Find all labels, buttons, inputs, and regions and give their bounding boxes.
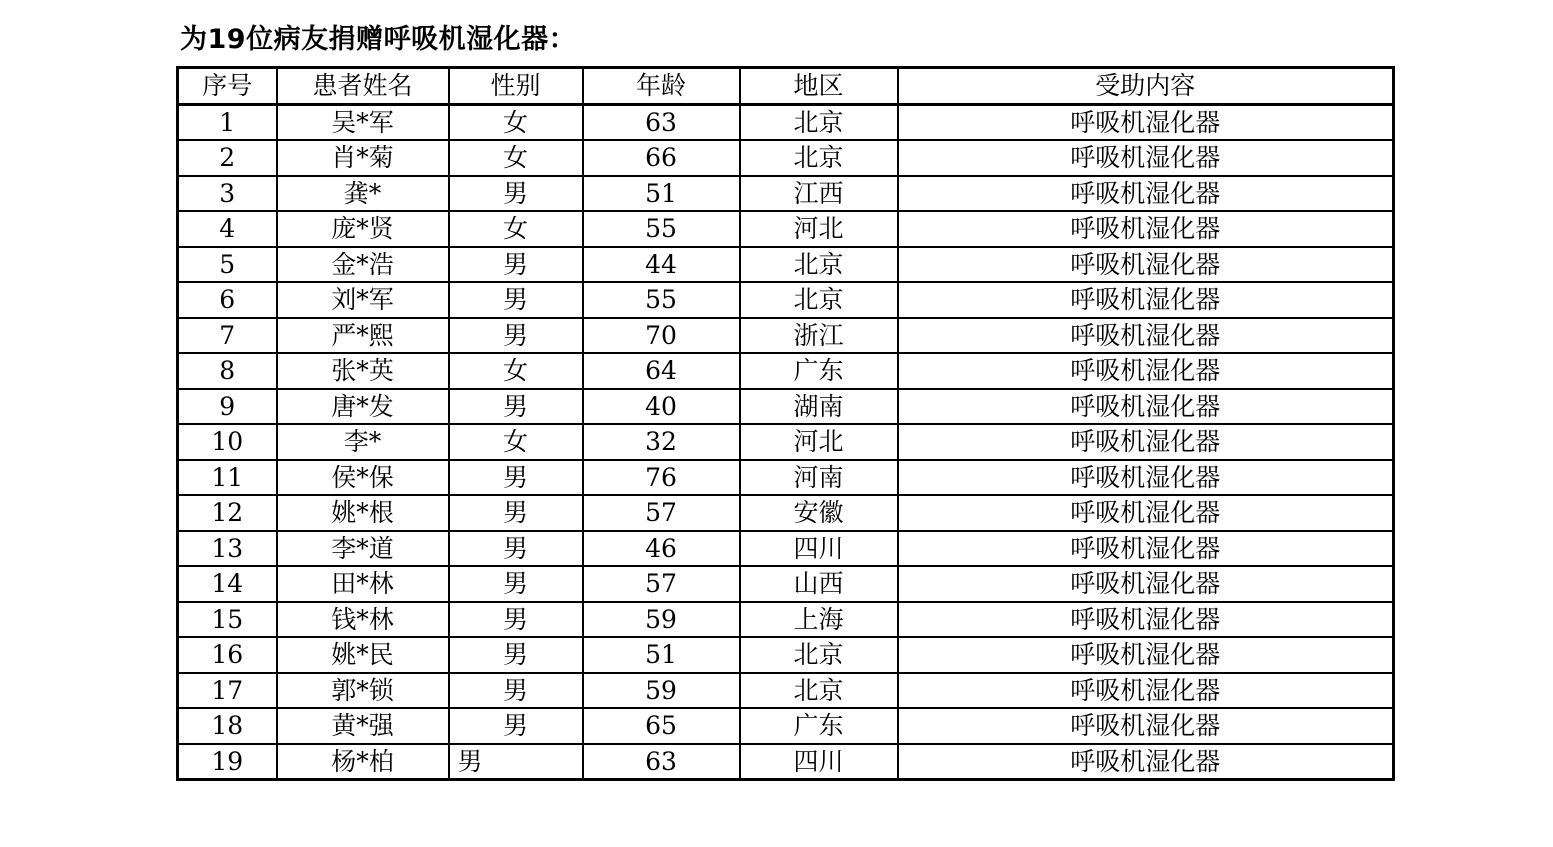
- cell-age: 63: [583, 744, 740, 780]
- cell-name: 黄*强: [277, 708, 449, 744]
- cell-region: 安徽: [740, 495, 898, 531]
- table-row: [178, 637, 1394, 673]
- cell-region: 广东: [740, 708, 898, 744]
- cell-content: 呼吸机湿化器: [898, 460, 1394, 496]
- cell-region: 北京: [740, 104, 898, 140]
- cell-index: 2: [178, 140, 277, 176]
- header-cell-age: 年龄: [583, 68, 740, 105]
- cell-content: 呼吸机湿化器: [898, 531, 1394, 567]
- cell-content: 呼吸机湿化器: [898, 247, 1394, 283]
- cell-content: 呼吸机湿化器: [898, 602, 1394, 638]
- cell-gender: 女: [449, 211, 583, 247]
- cell-content: 呼吸机湿化器: [898, 637, 1394, 673]
- cell-name: 姚*根: [277, 495, 449, 531]
- table-row: [178, 602, 1394, 638]
- cell-content: 呼吸机湿化器: [898, 176, 1394, 212]
- cell-region: 上海: [740, 602, 898, 638]
- cell-name: 杨*柏: [277, 744, 449, 780]
- cell-name: 侯*保: [277, 460, 449, 496]
- cell-index: 19: [178, 744, 277, 780]
- cell-age: 46: [583, 531, 740, 567]
- header-cell-name: 患者姓名: [277, 68, 449, 105]
- cell-name: 龚*: [277, 176, 449, 212]
- cell-age: 59: [583, 602, 740, 638]
- cell-content: 呼吸机湿化器: [898, 495, 1394, 531]
- cell-index: 5: [178, 247, 277, 283]
- cell-name: 刘*军: [277, 282, 449, 318]
- cell-name: 庞*贤: [277, 211, 449, 247]
- header-cell-gender: 性别: [449, 68, 583, 105]
- cell-index: 4: [178, 211, 277, 247]
- cell-region: 北京: [740, 637, 898, 673]
- cell-age: 70: [583, 318, 740, 354]
- cell-content: 呼吸机湿化器: [898, 353, 1394, 389]
- table-row: [178, 247, 1394, 283]
- cell-index: 3: [178, 176, 277, 212]
- cell-region: 江西: [740, 176, 898, 212]
- cell-gender: 男: [449, 602, 583, 638]
- cell-region: 河北: [740, 211, 898, 247]
- table-row: [178, 566, 1394, 602]
- cell-gender: 男: [449, 744, 583, 780]
- cell-gender: 男: [449, 531, 583, 567]
- cell-region: 浙江: [740, 318, 898, 354]
- cell-region: 湖南: [740, 389, 898, 425]
- cell-gender: 男: [449, 176, 583, 212]
- cell-content: 呼吸机湿化器: [898, 566, 1394, 602]
- cell-age: 32: [583, 424, 740, 460]
- page-title: 为19位病友捐赠呼吸机湿化器：: [180, 24, 577, 55]
- table-row: [178, 424, 1394, 460]
- cell-index: 13: [178, 531, 277, 567]
- cell-content: 呼吸机湿化器: [898, 424, 1394, 460]
- cell-age: 44: [583, 247, 740, 283]
- cell-index: 17: [178, 673, 277, 709]
- cell-name: 李*: [277, 424, 449, 460]
- cell-age: 76: [583, 460, 740, 496]
- donation-table: [176, 66, 1395, 781]
- cell-index: 12: [178, 495, 277, 531]
- cell-index: 14: [178, 566, 277, 602]
- table-row: [178, 104, 1394, 140]
- table-row: [178, 744, 1394, 780]
- cell-name: 李*道: [277, 531, 449, 567]
- cell-content: 呼吸机湿化器: [898, 744, 1394, 780]
- cell-age: 66: [583, 140, 740, 176]
- table-row: [178, 353, 1394, 389]
- cell-gender: 男: [449, 637, 583, 673]
- table-row: [178, 531, 1394, 567]
- table-body: [178, 104, 1394, 780]
- table-row: [178, 140, 1394, 176]
- cell-content: 呼吸机湿化器: [898, 140, 1394, 176]
- cell-index: 15: [178, 602, 277, 638]
- cell-content: 呼吸机湿化器: [898, 211, 1394, 247]
- header-cell-region: 地区: [740, 68, 898, 105]
- cell-gender: 男: [449, 282, 583, 318]
- cell-name: 郭*锁: [277, 673, 449, 709]
- table-row: [178, 495, 1394, 531]
- cell-region: 山西: [740, 566, 898, 602]
- cell-age: 55: [583, 211, 740, 247]
- table-row: [178, 211, 1394, 247]
- cell-gender: 女: [449, 353, 583, 389]
- cell-index: 11: [178, 460, 277, 496]
- cell-age: 63: [583, 104, 740, 140]
- table-row: [178, 673, 1394, 709]
- cell-age: 51: [583, 176, 740, 212]
- cell-gender: 女: [449, 424, 583, 460]
- cell-gender: 男: [449, 673, 583, 709]
- cell-gender: 男: [449, 708, 583, 744]
- cell-index: 8: [178, 353, 277, 389]
- cell-age: 59: [583, 673, 740, 709]
- cell-index: 9: [178, 389, 277, 425]
- cell-name: 唐*发: [277, 389, 449, 425]
- cell-age: 64: [583, 353, 740, 389]
- cell-name: 金*浩: [277, 247, 449, 283]
- cell-age: 40: [583, 389, 740, 425]
- cell-name: 田*林: [277, 566, 449, 602]
- table-row: [178, 282, 1394, 318]
- cell-index: 1: [178, 104, 277, 140]
- cell-region: 北京: [740, 247, 898, 283]
- cell-index: 16: [178, 637, 277, 673]
- header-cell-content: 受助内容: [898, 68, 1394, 105]
- cell-content: 呼吸机湿化器: [898, 389, 1394, 425]
- cell-age: 57: [583, 566, 740, 602]
- cell-name: 姚*民: [277, 637, 449, 673]
- cell-gender: 女: [449, 104, 583, 140]
- cell-content: 呼吸机湿化器: [898, 318, 1394, 354]
- cell-name: 肖*菊: [277, 140, 449, 176]
- cell-age: 55: [583, 282, 740, 318]
- cell-content: 呼吸机湿化器: [898, 673, 1394, 709]
- cell-region: 北京: [740, 140, 898, 176]
- cell-region: 北京: [740, 282, 898, 318]
- cell-gender: 女: [449, 140, 583, 176]
- table-row: [178, 176, 1394, 212]
- cell-gender: 男: [449, 495, 583, 531]
- cell-content: 呼吸机湿化器: [898, 104, 1394, 140]
- cell-age: 57: [583, 495, 740, 531]
- cell-gender: 男: [449, 389, 583, 425]
- table-header-row: [178, 68, 1394, 105]
- cell-index: 18: [178, 708, 277, 744]
- cell-region: 北京: [740, 673, 898, 709]
- cell-gender: 男: [449, 318, 583, 354]
- table-row: [178, 708, 1394, 744]
- cell-name: 钱*林: [277, 602, 449, 638]
- cell-content: 呼吸机湿化器: [898, 708, 1394, 744]
- table-row: [178, 389, 1394, 425]
- cell-index: 7: [178, 318, 277, 354]
- cell-age: 65: [583, 708, 740, 744]
- cell-name: 张*英: [277, 353, 449, 389]
- cell-gender: 男: [449, 460, 583, 496]
- cell-name: 严*熙: [277, 318, 449, 354]
- cell-age: 51: [583, 637, 740, 673]
- table-row: [178, 460, 1394, 496]
- cell-gender: 男: [449, 247, 583, 283]
- table-row: [178, 318, 1394, 354]
- cell-region: 河南: [740, 460, 898, 496]
- cell-region: 广东: [740, 353, 898, 389]
- cell-index: 10: [178, 424, 277, 460]
- cell-region: 四川: [740, 531, 898, 567]
- cell-gender: 男: [449, 566, 583, 602]
- cell-index: 6: [178, 282, 277, 318]
- cell-region: 四川: [740, 744, 898, 780]
- cell-name: 吴*军: [277, 104, 449, 140]
- cell-content: 呼吸机湿化器: [898, 282, 1394, 318]
- cell-region: 河北: [740, 424, 898, 460]
- header-cell-index: 序号: [178, 68, 277, 105]
